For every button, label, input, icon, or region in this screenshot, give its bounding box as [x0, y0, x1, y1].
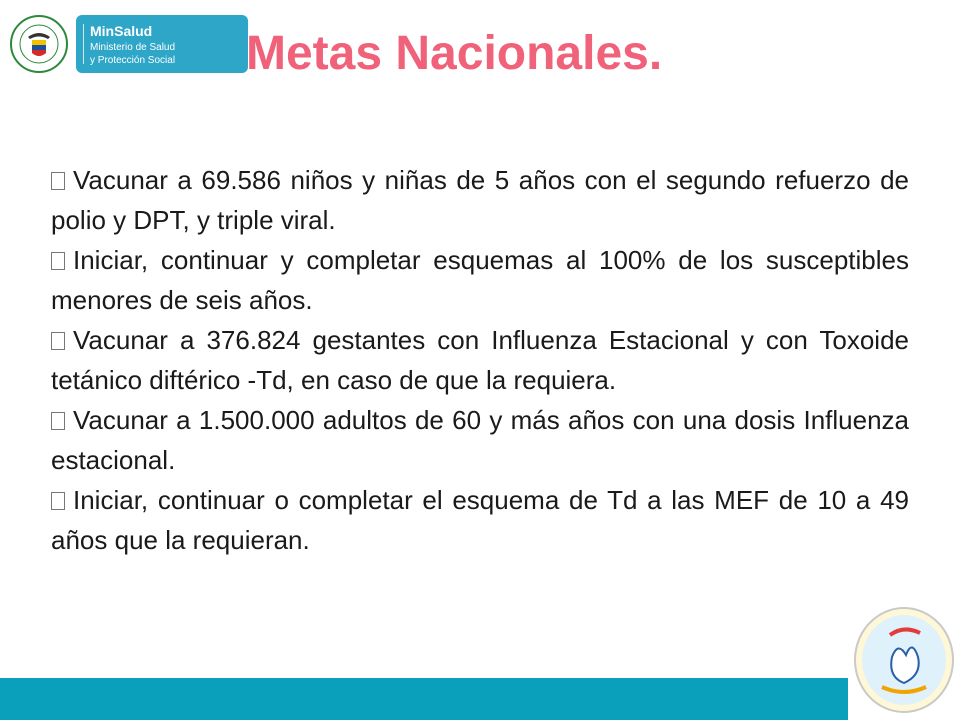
goal-text: Vacunar a 1.500.000 adultos de 60 y más años con una dosis Influenza estacional. — [51, 405, 909, 475]
goal-item — [51, 400, 909, 480]
colombia-seal-icon — [10, 15, 68, 73]
logo-name: MinSalud — [90, 23, 153, 39]
slide-title: Metas Nacionales. — [246, 27, 663, 80]
square-bullet-icon — [51, 252, 65, 270]
goal-item — [51, 320, 909, 400]
goal-item — [51, 240, 909, 320]
vaccination-campaign-badge — [852, 605, 956, 715]
goal-item — [51, 160, 909, 240]
goal-text: Vacunar a 376.824 gestantes con Influenza Estacional y con Toxoide tetánico diftérico -Td, en caso de que la requiera. — [51, 325, 909, 395]
logo-divider — [83, 24, 84, 64]
minsalud-logo-box — [76, 15, 248, 73]
ministry-logo — [0, 12, 250, 76]
logo-subtitle-line-1: Ministerio de Salud — [90, 42, 176, 53]
footer-bar — [0, 678, 848, 720]
square-bullet-icon — [51, 412, 65, 430]
logo-subtitle-line-2: y Protección Social — [90, 55, 176, 66]
square-bullet-icon — [51, 332, 65, 350]
goals-list — [51, 160, 909, 560]
goal-text: Iniciar, continuar y completar esquemas al 100% de los susceptibles menores de seis años. — [51, 245, 909, 315]
goal-text: Iniciar, continuar o completar el esquema de Td a las MEF de 10 a 49 años que la requieran. — [51, 485, 909, 555]
goal-text: Vacunar a 69.586 niños y niñas de 5 años con el segundo refuerzo de polio y DPT, y triple viral. — [51, 165, 909, 235]
goal-item — [51, 480, 909, 560]
square-bullet-icon — [51, 492, 65, 510]
square-bullet-icon — [51, 172, 65, 190]
